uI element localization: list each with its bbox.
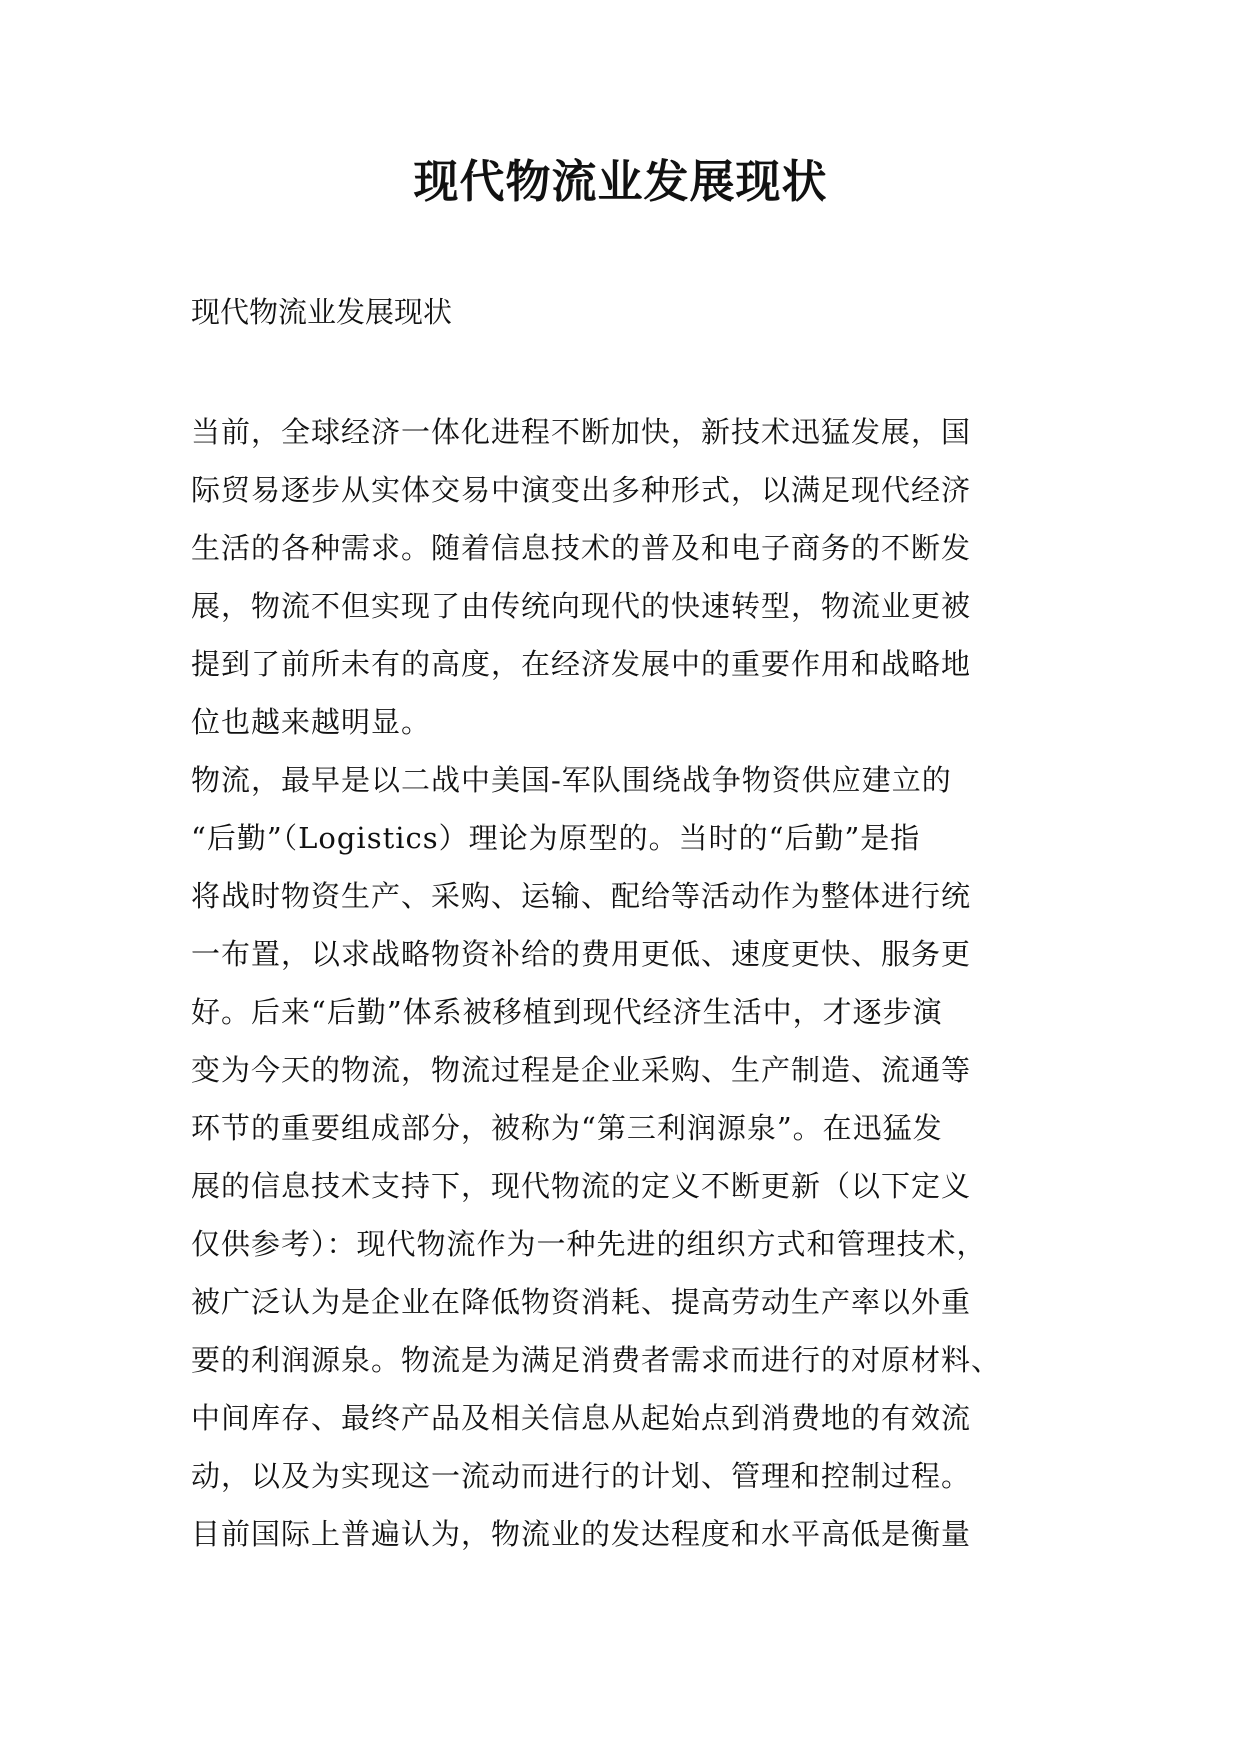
document-title: 现代物流业发展现状: [413, 155, 828, 208]
body-line: 将战时物资生产、采购、运输、配给等活动作为整体进行统: [191, 879, 972, 913]
body-line: 中间库存、最终产品及相关信息从起始点到消费地的有效流: [191, 1401, 972, 1435]
body-line: 展的信息技术支持下，现代物流的定义不断更新（以下定义: [191, 1169, 972, 1203]
body-line: 一布置，以求战略物资补给的费用更低、速度更快、服务更: [191, 937, 972, 971]
document-subtitle: 现代物流业发展现状: [191, 295, 453, 329]
body-line: 要的利润源泉。物流是为满足消费者需求而进行的对原材料、: [191, 1343, 1002, 1377]
body-line: 动，以及为实现这一流动而进行的计划、管理和控制过程。: [191, 1459, 972, 1493]
body-line: 仅供参考）：现代物流作为一种先进的组织方式和管理技术，: [191, 1227, 987, 1261]
body-line: 提到了前所未有的高度，在经济发展中的重要作用和战略地: [191, 647, 972, 681]
body-text: [191, 403, 1071, 1563]
body-line: 环节的重要组成部分，被称为“第三利润源泉”。在迅猛发: [191, 1111, 943, 1145]
body-line: “后勤”（Logistics）理论为原型的。当时的“后勤”是指: [191, 821, 921, 855]
body-line: 变为今天的物流，物流过程是企业采购、生产制造、流通等: [191, 1053, 972, 1087]
body-line: 展，物流不但实现了由传统向现代的快速转型，物流业更被: [191, 589, 972, 623]
body-line: 好。后来“后勤”体系被移植到现代经济生活中，才逐步演: [191, 995, 943, 1029]
body-line: 被广泛认为是企业在降低物资消耗、提高劳动生产率以外重: [191, 1285, 972, 1319]
body-line: 目前国际上普遍认为，物流业的发达程度和水平高低是衡量: [191, 1517, 972, 1551]
body-line: 生活的各种需求。随着信息技术的普及和电子商务的不断发: [191, 531, 972, 565]
body-line: 当前，全球经济一体化进程不断加快，新技术迅猛发展，国: [191, 415, 972, 449]
body-line: 位也越来越明显。: [191, 705, 432, 739]
body-line: 际贸易逐步从实体交易中演变出多种形式，以满足现代经济: [191, 473, 972, 507]
body-line: 物流，最早是以二战中美国-军队围绕战争物资供应建立的: [191, 763, 952, 797]
